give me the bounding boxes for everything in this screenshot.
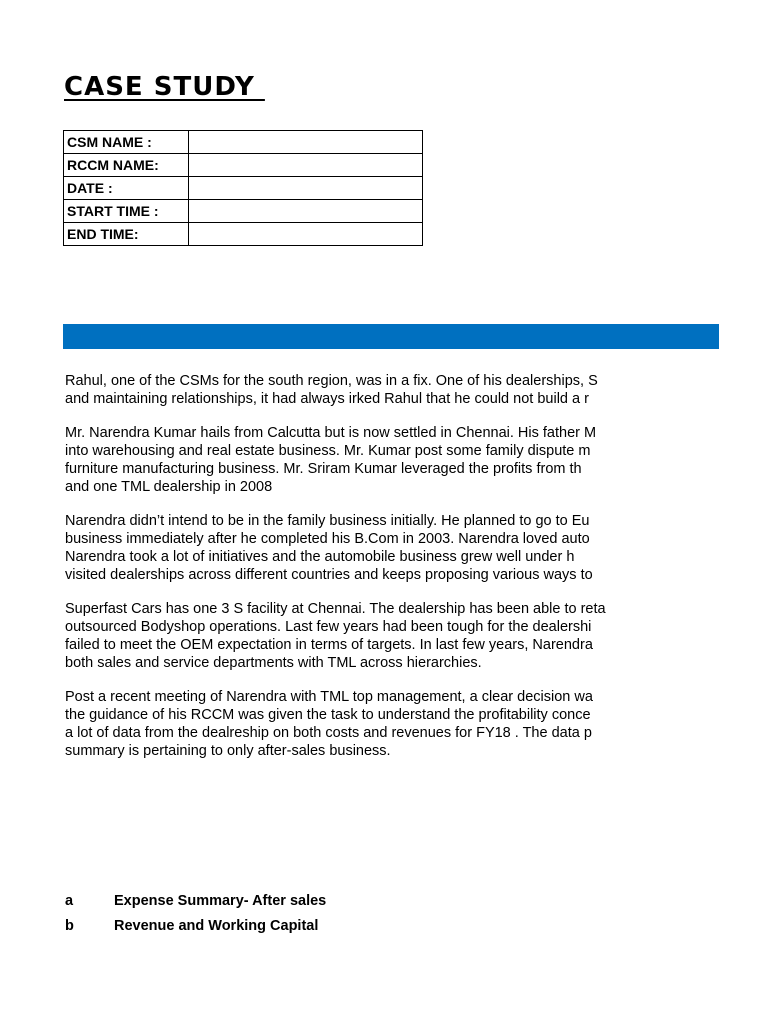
end-time-label: END TIME:	[64, 223, 189, 246]
story-line: a lot of data from the dealreship on both costs and revenues for FY18 . The data p	[65, 725, 592, 741]
info-row-start-time	[64, 200, 423, 223]
start-time-label: START TIME :	[64, 200, 189, 223]
contents-list	[65, 890, 326, 940]
story-paragraph	[65, 688, 645, 760]
story-line: outsourced Bodyshop operations. Last few years had been tough for the dealershi	[65, 619, 592, 635]
csm-name-label: CSM NAME :	[64, 131, 189, 154]
csm-name-value[interactable]	[189, 131, 423, 154]
contents-item-label: Revenue and Working Capital	[114, 918, 319, 934]
date-value[interactable]	[189, 177, 423, 200]
story-paragraph	[65, 372, 645, 408]
page-title: CASE STUDY	[64, 72, 265, 102]
story-paragraph	[65, 424, 645, 496]
rccm-name-value[interactable]	[189, 154, 423, 177]
story-paragraph	[65, 600, 645, 672]
contents-item-letter: b	[65, 918, 74, 934]
story-line: summary is pertaining to only after-sales business.	[65, 743, 391, 759]
story-line: Superfast Cars has one 3 S facility at Chennai. The dealership has been able to reta	[65, 601, 606, 617]
contents-item-label: Expense Summary- After sales	[114, 893, 327, 909]
story-line: business immediately after he completed his B.Com in 2003. Narendra loved auto	[65, 531, 590, 547]
story-line: furniture manufacturing business. Mr. Sriram Kumar leveraged the profits from th	[65, 461, 582, 477]
case-info-table	[63, 130, 423, 246]
story-line: both sales and service departments with TML across hierarchies.	[65, 655, 482, 671]
story-line: and one TML dealership in 2008	[65, 479, 273, 495]
story-paragraph	[65, 512, 645, 584]
contents-item-expense-summary[interactable]	[65, 890, 326, 915]
date-label: DATE :	[64, 177, 189, 200]
story-line: Narendra didn’t intend to be in the family business initially. He planned to go to Eu	[65, 513, 590, 529]
info-row-csm-name	[64, 131, 423, 154]
rccm-name-label: RCCM NAME:	[64, 154, 189, 177]
story-line: Mr. Narendra Kumar hails from Calcutta but is now settled in Chennai. His father M	[65, 425, 597, 441]
info-row-end-time	[64, 223, 423, 246]
info-row-date	[64, 177, 423, 200]
story-line: the guidance of his RCCM was given the task to understand the profitability conce	[65, 707, 591, 723]
contents-item-letter: a	[65, 893, 74, 909]
story-line: into warehousing and real estate business. Mr. Kumar post some family dispute m	[65, 443, 591, 459]
story-line: Rahul, one of the CSMs for the south region, was in a fix. One of his dealerships, S	[65, 373, 598, 389]
story-line: and maintaining relationships, it had always irked Rahul that he could not build a r	[65, 391, 589, 407]
story-line: failed to meet the OEM expectation in terms of targets. In last few years, Narendra	[65, 637, 593, 653]
case-story-text	[65, 372, 645, 776]
start-time-value[interactable]	[189, 200, 423, 223]
info-row-rccm-name	[64, 154, 423, 177]
story-line: Post a recent meeting of Narendra with TML top management, a clear decision wa	[65, 689, 593, 705]
contents-item-revenue-working-capital[interactable]	[65, 915, 326, 940]
section-banner	[63, 324, 719, 349]
story-line: visited dealerships across different countries and keeps proposing various ways to	[65, 567, 593, 583]
story-line: Narendra took a lot of initiatives and the automobile business grew well under h	[65, 549, 575, 565]
end-time-value[interactable]	[189, 223, 423, 246]
